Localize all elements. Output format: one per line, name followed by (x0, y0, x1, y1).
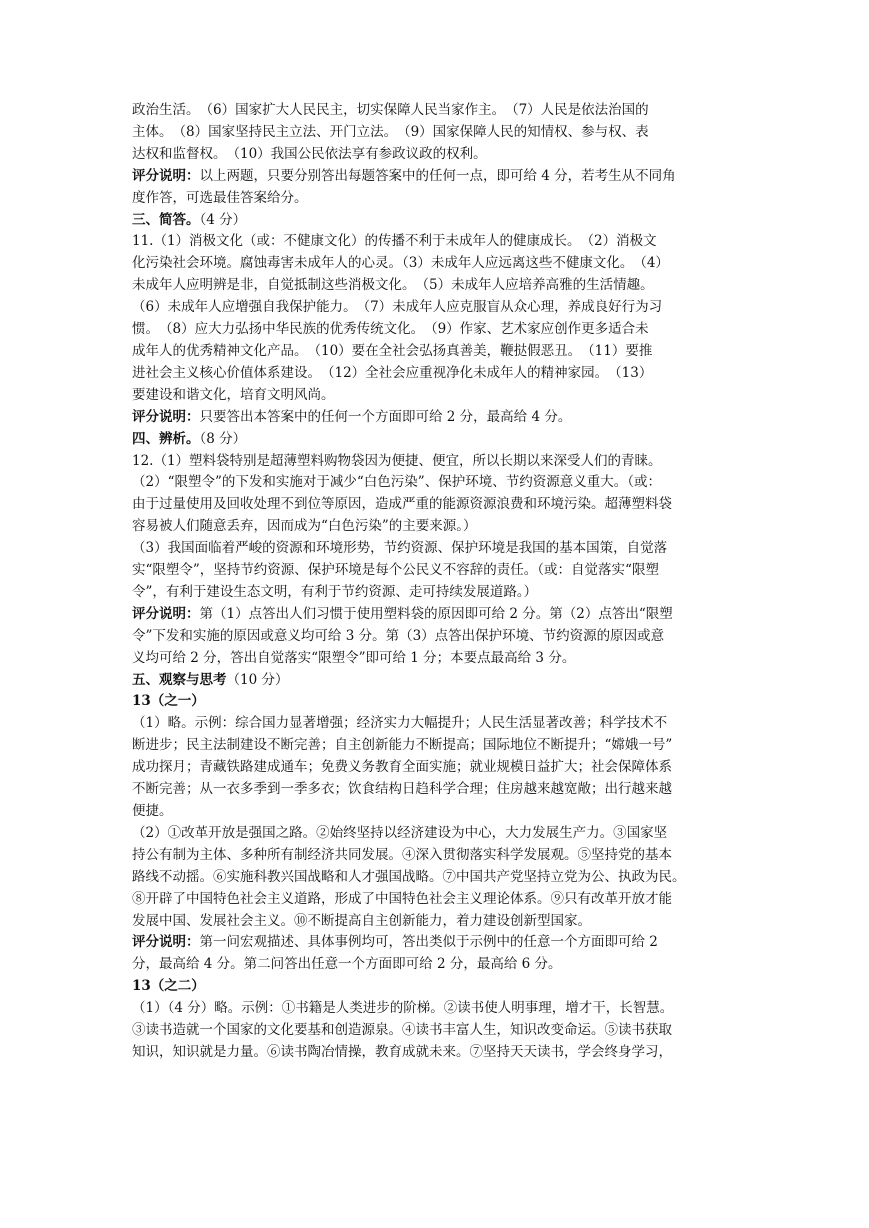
line-19: 由于过量使用及回收处理不到位等原因，造成严重的能源资源浪费和环境污染。超薄塑料袋 (132, 496, 672, 513)
subsection-heading-13a: 13（之一） (132, 693, 205, 710)
line-1: 政治生活。 （6）国家扩大人民民主，切实保障人民当家作主。 （7）人民是依法治国的 (132, 102, 649, 118)
line-35: 持公有制为主体、多种所有制经济共同发展。④深入贯彻落实科学发展观。⑤坚持党的基本 (132, 846, 672, 863)
grading-note-label: 评分说明： (132, 934, 200, 951)
line-3: 达权和监督权。 （10）我国公民依法享有参政议政的权利。 (132, 145, 487, 162)
grading-note-label: 评分说明： (132, 408, 200, 425)
line-21: （3）我国面临着严峻的资源和环境形势，节约资源、保护环境是我国的基本国策，自觉落 (132, 540, 668, 557)
line-38: 发展中国、发展社会主义。⑩不断提高自主创新能力，着力建设创新型国家。 (132, 912, 591, 929)
line-7: 11.（1）消极文化（或：不健康文化）的传播不利于未成年人的健康成长。 （2）消极文 (132, 233, 657, 250)
line-17: 12.（1）塑料袋特别是超薄塑料购物袋因为便捷、便宜，所以长期以来深受人们的青睐。 (132, 452, 662, 469)
line-15: 评分说明：只要答出本答案中的任何一个方面即可给 2 分，最高给 4 分。 (132, 408, 572, 425)
line-37: ⑧开辟了中国特色社会主义道路，形成了中国特色社会主义理论体系。⑨只有改革开放才能 (132, 890, 672, 907)
line-20: 容易被人们随意丢弃，因而成为“白色污染”的主要来源。） (132, 518, 477, 535)
line-8: 化污染社会环境。腐蚀毒害未成年人的心灵。（3）未成年人应远离这些不健康文化。 （4） (132, 255, 669, 272)
line-29: （1）略。示例：综合国力显著增强；经济实力大幅提升；人民生活显著改善；科学技术不 (132, 715, 668, 732)
line-30: 断进步；民主法制建设不断完善；自主创新能力不断提高；国际地位不断提升；“嫦娥一号” (132, 737, 673, 754)
line-13: 进社会主义核心价值体系建设。 （12）全社会应重视净化未成年人的精神家园。 （13） (132, 364, 653, 381)
line-44: 知识，知识就是力量。⑥读书陶冶情操，教育成就未来。⑦坚持天天读书，学会终身学习， (132, 1043, 672, 1060)
line-34: （2）①改革开放是强国之路。②始终坚持以经济建设为中心，大力发展生产力。③国家坚 (132, 824, 668, 841)
line-22: 实“限塑令”，坚持节约资源、保护环境是每个公民义不容辞的责任。（或：自觉落实“限塑 (132, 562, 659, 579)
line-36: 路线不动摇。⑥实施科教兴国战略和人才强国战略。⑦中国共产党坚持立党为公、执政为民。 (132, 868, 686, 885)
line-31: 成功探月；青藏铁路建成通车；免费义务教育全面实施；就业规模日益扩大；社会保障体系 (132, 759, 672, 776)
line-9: 未成年人应明辨是非，自觉抵制这些消极文化。 （5）未成年人应培养高雅的生活情趣。 (132, 277, 654, 294)
line-32: 不断完善；从一衣多季到一季多衣；饮食结构日趋科学合理；住房越来越宽敞；出行越来越 (132, 781, 672, 798)
section-heading-5: 五、观察与思考（10 分） (132, 671, 289, 688)
line-23: 令”，有利于建设生态文明，有利于节约资源、走可持续发展道路。） (132, 583, 538, 600)
section-heading-4: 四、辨析。（8 分） (132, 430, 247, 447)
line-40: 分，最高给 4 分。第二问答出任意一个方面即可给 2 分，最高给 6 分。 (132, 956, 562, 973)
line-26: 义均可给 2 分，答出自觉落实“限塑令”即可给 1 分；本要点最高给 3 分。 (132, 649, 576, 666)
line-2: 主体。 （8）国家坚持民主立法、开门立法。 （9）国家保障人民的知情权、参与权、表 (132, 123, 649, 140)
line-11: 惯。 （8）应大力弘扬中华民族的优秀传统文化。 （9）作家、艺术家应创作更多适合未 (132, 321, 649, 338)
line-4: 评分说明：以上两题，只要分别答出每题答案中的任何一点，即可给 4 分，若考生从不同角 (132, 167, 676, 184)
line-12: 成年人的优秀精神文化产品。 （10）要在全社会弘扬真善美，鞭挞假恶丑。 （11）要推 (132, 342, 653, 359)
grading-note-label: 评分说明： (132, 605, 200, 622)
subsection-heading-13b: 13（之二） (132, 978, 205, 995)
line-43: ③读书造就一个国家的文化要基和创造源泉。④读书丰富人生，知识改变命运。⑤读书获取 (132, 1022, 672, 1039)
line-25: 令”下发和实施的原因或意义均可给 3 分。第（3）点答出保护环境、节约资源的原因或意 (132, 627, 665, 644)
line-14: 要建设和谐文化，培育文明风尚。 (132, 386, 335, 403)
line-18: （2）“限塑令”的下发和实施对于减少“白色污染”、保护环境、节约资源意义重大。（或： (132, 474, 661, 491)
line-5: 度作答，可选最佳答案给分。 (132, 189, 308, 206)
section-heading-3: 三、简答。（4 分） (132, 211, 247, 228)
line-24: 评分说明：第（1）点答出人们习惯于使用塑料袋的原因即可给 2 分。第（2）点答出“限塑 (132, 605, 673, 622)
line-39: 评分说明：第一问宏观描述、具体事例均可，答出类似于示例中的任意一个方面即可给 2 (132, 934, 658, 951)
line-42: （1）（4 分）略。示例：①书籍是人类进步的阶梯。②读书使人明事理，增才干，长智慧。 (132, 1000, 674, 1017)
grading-note-label: 评分说明： (132, 167, 200, 184)
line-33: 便捷。 (132, 803, 173, 819)
line-10: （6）未成年人应增强自我保护能力。 （7）未成年人应克服盲从众心理，养成良好行为习 (132, 299, 663, 316)
